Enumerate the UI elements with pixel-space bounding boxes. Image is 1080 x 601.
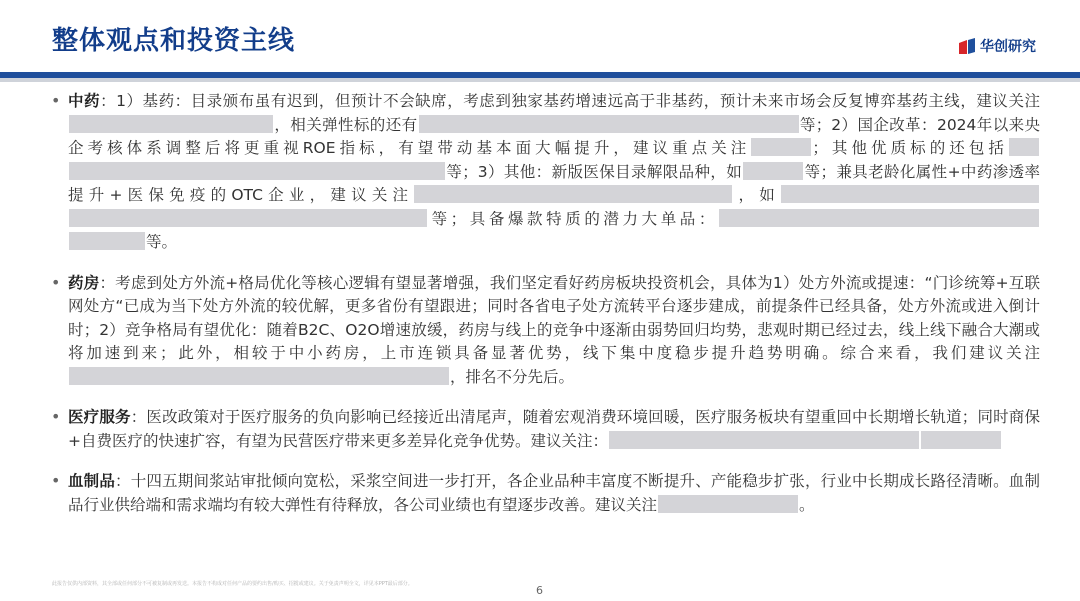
paragraph-text: ：十四五期间浆站审批倾向宽松，采浆空间进一步打开，各企业品种丰富度不断提升、产能稳步扩张，行业中长期成长路径清晰。血制品行业供给端和需求端均有较大弹性有待释放，各公司业绩也有望逐步改善。建议关注 — [68, 472, 1040, 514]
paragraph-text: 等；具备爆款特质的潜力大单品： — [428, 209, 718, 228]
redacted-block — [69, 209, 427, 227]
redacted-block — [419, 115, 799, 133]
redacted-block — [751, 138, 811, 156]
bullet-text — [68, 406, 1040, 453]
bullet-list — [40, 90, 1040, 534]
bullet-pharmacy — [40, 272, 1040, 390]
paragraph-text: ，排名不分先后。 — [450, 367, 575, 386]
paragraph-text: ；其他优质标的还包括 — [812, 139, 1008, 157]
paragraph-text: ：医改政策对于医疗服务的负向影响已经接近出清尾声，随着宏观消费环境回暖，医疗服务板块有望重回中长期增长轨道；同时商保+自费医疗的快速扩容，有望为民营医疗带来更多差异化竞争优势。建议关注： — [68, 408, 1040, 450]
page-number: 6 — [536, 584, 543, 597]
redacted-block — [658, 495, 798, 513]
redacted-block — [69, 232, 145, 250]
redacted-block — [781, 185, 1039, 203]
page-title: 整体观点和投资主线 — [52, 26, 296, 56]
redacted-block — [69, 367, 449, 385]
bullet-text — [68, 470, 1040, 517]
bullet-dot: • — [51, 272, 61, 292]
paragraph-text: ，相关弹性标的还有 — [274, 115, 418, 134]
bullet-heading: 医疗服务 — [68, 408, 131, 426]
paragraph-text: ，如 — [733, 186, 780, 204]
paragraph-text: 等；3）其他：新版医保目录解限品种，如 — [446, 162, 743, 181]
redacted-block — [1009, 138, 1039, 156]
bullet-heading: 血制品 — [68, 472, 116, 490]
footer-disclaimer: 此报告仅供内部资料，其全部或任何部分不可被复制或再发送。本报告不构成对任何产品的要约出售/购买、招揽或建议。关于免责声明全文，详见本PPT最后部分。 — [52, 581, 413, 587]
paragraph-text: 等。 — [146, 233, 178, 251]
logo-text: 华创研究 — [980, 39, 1036, 55]
bullet-dot: • — [51, 407, 61, 426]
bullet-blood-products — [40, 470, 1040, 517]
redacted-block — [743, 162, 803, 180]
redacted-block — [414, 185, 732, 203]
bullet-text — [68, 272, 1040, 390]
header-divider-shadow — [0, 78, 1080, 82]
bullet-text — [68, 90, 1040, 255]
huachuang-logo-icon — [958, 37, 976, 55]
bullet-dot: • — [51, 91, 61, 110]
bullet-tcm — [40, 90, 1040, 255]
paragraph-text: ：考虑到处方外流+格局优化等核心逻辑有望显著增强，我们坚定看好药房板块投资机会，具体为1）处方外流或提速：“门诊统筹+互联网处方“已成为当下处方外流的较优解，更多省份有望跟进；同时各省电子处方流转平台逐步建成，前提条件已经具备，处方外流或进入倒计时；2）竞争格局有望优化：随着B2C、O2O增速放缓，药房与线上的竞争中逐渐由弱势回归均势，悲观时期已经过去，线上线下融合大潮或将加速到来；此外，相较于中小药房，上市连锁具备显著优势，线下集中度稳步提升趋势明确。综合来看，我们建议关注 — [68, 273, 1040, 362]
brand-logo — [958, 36, 1036, 56]
bullet-medical-services — [40, 406, 1040, 453]
paragraph-text: ：1）基药：目录颁布虽有迟到，但预计不会缺席，考虑到独家基药增速远高于非基药，预计未来市场会反复博弈基药主线，建议关注 — [100, 92, 1040, 110]
redacted-block — [69, 162, 445, 180]
bullet-heading: 药房 — [68, 273, 100, 292]
redacted-block — [719, 209, 1039, 227]
redacted-block — [609, 431, 919, 449]
paragraph-text: 。 — [799, 495, 815, 514]
redacted-block — [69, 115, 273, 133]
redacted-block — [921, 431, 1001, 449]
bullet-heading: 中药 — [68, 92, 101, 110]
bullet-dot: • — [51, 471, 61, 490]
paragraph-text: 等；兼具老龄化属性+中药渗透率提升+医保免疫的OTC企业，建议关注 — [68, 162, 1040, 204]
paragraph-text: 等；2）国企改革：2024年以来央企考核体系调整后将更重视ROE指标，有望带动基本面大幅提升，建议重点关注 — [68, 115, 1040, 157]
